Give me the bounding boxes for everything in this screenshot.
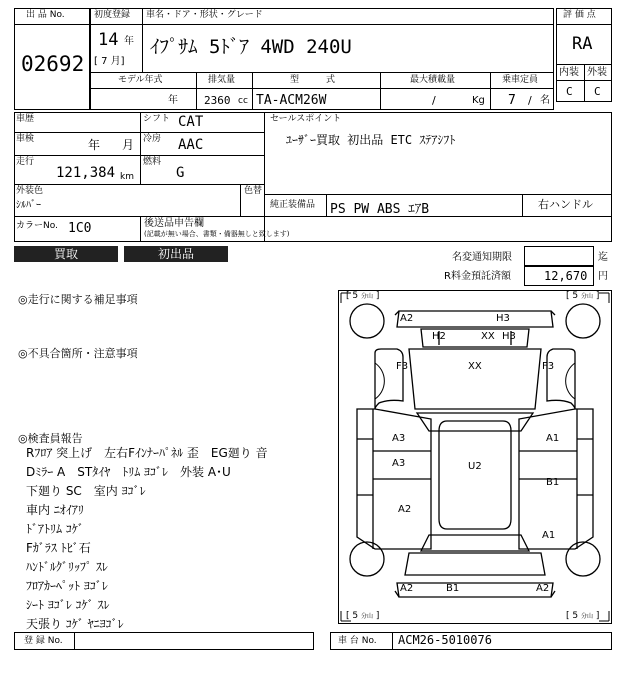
tag-first-listing: 初出品: [124, 246, 228, 262]
tire-corners: [341, 293, 609, 621]
tire-label-bottom-left: [ 5 分山 ]: [346, 611, 380, 621]
mark-f3-left-fender: F3: [396, 361, 409, 372]
mark-u2-roof: U2: [468, 461, 482, 472]
ac-value: AAC: [178, 137, 204, 153]
car-name: ｲﾌﾟｻﾑ 5ﾄﾞｱ 4WD 240U: [150, 36, 352, 58]
mark-b1-rear-bumper: B1: [446, 583, 460, 594]
tire-label-top-left: [ 5 分山 ]: [346, 291, 380, 301]
lot-number: 02692: [21, 52, 85, 76]
tire-label-bottom-right: [ 5 分山 ]: [566, 611, 600, 621]
report-line: 天張り ｺｹﾞ ﾔﾆﾖｺﾞﾚ: [26, 617, 124, 631]
sales-point-label: セールスポイント: [270, 114, 342, 124]
inspection-year-unit: 年: [88, 138, 101, 152]
report-line: Dﾐﾗｰ A STﾀｲﾔ ﾄﾘﾑ ﾖｺﾞﾚ 外装 A･U: [26, 465, 231, 479]
inspection-month-unit: 月: [122, 138, 135, 152]
mark-a2-front-bumper: A2: [400, 313, 414, 324]
change-notice-label: 名変通知期限: [452, 252, 512, 263]
first-reg-month: [ 7 月]: [94, 56, 125, 67]
report-line: ﾊﾝﾄﾞﾙｸﾞﾘｯﾌﾟ ｽﾚ: [26, 560, 108, 574]
fuel-value: G: [176, 165, 185, 181]
interior-label: 内装: [559, 67, 579, 78]
mark-b1-right-rear-door: B1: [546, 477, 560, 488]
mark-a3-left-front-door: A3: [392, 433, 406, 444]
mark-a3-left-rear-door: A3: [392, 458, 406, 469]
exterior-label: 外装: [587, 67, 607, 78]
capacity-value: 7: [508, 93, 516, 108]
displacement-value: 2360: [204, 94, 231, 107]
inspection-label: 車検: [16, 134, 35, 144]
recycle-label: R料金預託済額: [444, 271, 511, 282]
type-label: 型 式: [290, 75, 336, 85]
after-note: (記載が無い場合、書類・備器無しと致します): [144, 230, 290, 238]
fuel-label: 燃料: [143, 157, 162, 167]
recycle-unit: 円: [598, 271, 608, 282]
lot-label: 出 品 No.: [26, 10, 65, 20]
mark-h2-headlight: H2: [432, 331, 446, 342]
history-label: 車歴: [16, 114, 35, 124]
left-fender: [375, 349, 403, 409]
mark-a1-right-front-door: A1: [546, 433, 560, 444]
report-line: ﾌﾛｱｶｰﾍﾟｯﾄ ﾖｺﾞﾚ: [26, 579, 108, 593]
report-line: Fｶﾞﾗｽ ﾄﾋﾞ石: [26, 541, 91, 555]
tire-label-top-right: [ 5 分山 ]: [566, 291, 600, 301]
front-bumper: [397, 311, 553, 327]
hood: [409, 349, 541, 409]
sales-point-value: ﾕｰｻﾞｰ買取 初出品 ETC ｽﾃｱｼﾌﾄ: [286, 133, 456, 147]
roof: [439, 421, 511, 529]
color-no-value: 1C0: [68, 221, 92, 236]
first-reg-year: 14: [98, 30, 119, 50]
handle-value: 右ハンドル: [538, 198, 593, 211]
rear-panel: [405, 553, 545, 575]
report-line: ﾄﾞｱﾄﾘﾑ ｺｹﾞ: [26, 522, 84, 536]
shift-label: シフト: [143, 114, 171, 124]
mark-a2-rear-bumper-left: A2: [400, 583, 414, 594]
first-reg-label: 初度登録: [94, 10, 131, 20]
reg-no-label: 登 録 No.: [24, 636, 63, 646]
windshield: [417, 413, 533, 431]
max-load-label: 最大積載量: [410, 75, 456, 85]
ac-label: 冷房: [143, 134, 162, 144]
first-reg-year-unit: 年: [124, 36, 134, 47]
interior-grade: C: [566, 85, 573, 98]
report-line: 車内 ﾆｵｲｱﾘ: [26, 503, 84, 517]
color-no-label: カラーNo.: [16, 221, 58, 231]
equip-value: PS PW ABS ｴｱB: [330, 202, 430, 217]
recycle-value: 12,670: [544, 269, 588, 283]
mileage-unit: km: [120, 172, 134, 182]
mark-xx-grille: XX: [481, 331, 495, 342]
ext-color-label: 外装色: [16, 186, 44, 196]
ext-color-value: ｼﾙﾊﾞｰ: [16, 200, 41, 211]
supp-title: ◎走行に関する補足事項: [18, 293, 138, 306]
displacement-label: 排気量: [208, 75, 236, 85]
car-name-label: 車名・ドア・形状・グレード: [146, 10, 263, 20]
mileage-value: 121,384: [56, 165, 116, 181]
report-line: Rﾌﾛｱ 突上げ 左右Fｲﾝﾅｰﾊﾟﾈﾙ 歪 EG廻り 音: [26, 446, 268, 460]
tag-buy: 買取: [14, 246, 118, 262]
model-year-label: モデル年式: [118, 75, 163, 85]
score-label: 評 価 点: [563, 10, 596, 20]
report-line: 下廻り SC 室内 ﾖｺﾞﾚ: [26, 484, 146, 498]
exterior-grade: C: [594, 85, 601, 98]
tire-front-left: [350, 304, 384, 338]
inspector-title: ◎検査員報告: [18, 432, 83, 445]
mark-a2-left-quarter: A2: [398, 504, 412, 515]
tire-rear-left: [350, 542, 384, 576]
mark-xx-hood: XX: [468, 361, 482, 372]
defect-title: ◎不具合箇所・注意事項: [18, 347, 138, 360]
type-value: TA-ACM26W: [256, 93, 327, 108]
tire-front-right: [566, 304, 600, 338]
recolor-label: 色替: [244, 186, 263, 196]
chassis-label: 車 台 No.: [338, 636, 377, 646]
tire-rear-right: [566, 542, 600, 576]
mark-h3-headlight: H3: [502, 331, 516, 342]
after-label: 後送品申告欄: [144, 218, 204, 229]
mark-a1-right-quarter: A1: [542, 530, 556, 541]
car-diagram: [338, 290, 612, 624]
rear-bumper: [397, 583, 553, 597]
score-value: RA: [572, 34, 593, 54]
displacement-unit: cc: [238, 96, 248, 106]
max-load-slash: /: [432, 94, 436, 107]
right-fender: [547, 349, 575, 409]
capacity-unit: 名: [540, 95, 550, 106]
equip-label: 純正装備品: [270, 200, 316, 210]
rear-window: [421, 535, 529, 551]
report-line: ｼｰﾄ ﾖｺﾞﾚ ｺｹﾞ ｽﾚ: [26, 598, 110, 612]
mark-f3-right-fender: F3: [542, 361, 555, 372]
change-notice-unit: 迄: [598, 252, 608, 263]
mileage-label: 走行: [16, 157, 35, 167]
capacity-label: 乗車定員: [502, 75, 539, 85]
model-year-unit: 年: [168, 95, 178, 106]
max-load-unit: Kg: [472, 95, 485, 106]
chassis-value: ACM26-5010076: [398, 633, 492, 647]
mark-h3-front-bumper: H3: [496, 313, 510, 324]
change-notice-box: [524, 246, 594, 266]
shift-value: CAT: [178, 114, 204, 130]
capacity-slash: /: [528, 94, 532, 107]
mark-a2-rear-bumper-right: A2: [536, 583, 550, 594]
